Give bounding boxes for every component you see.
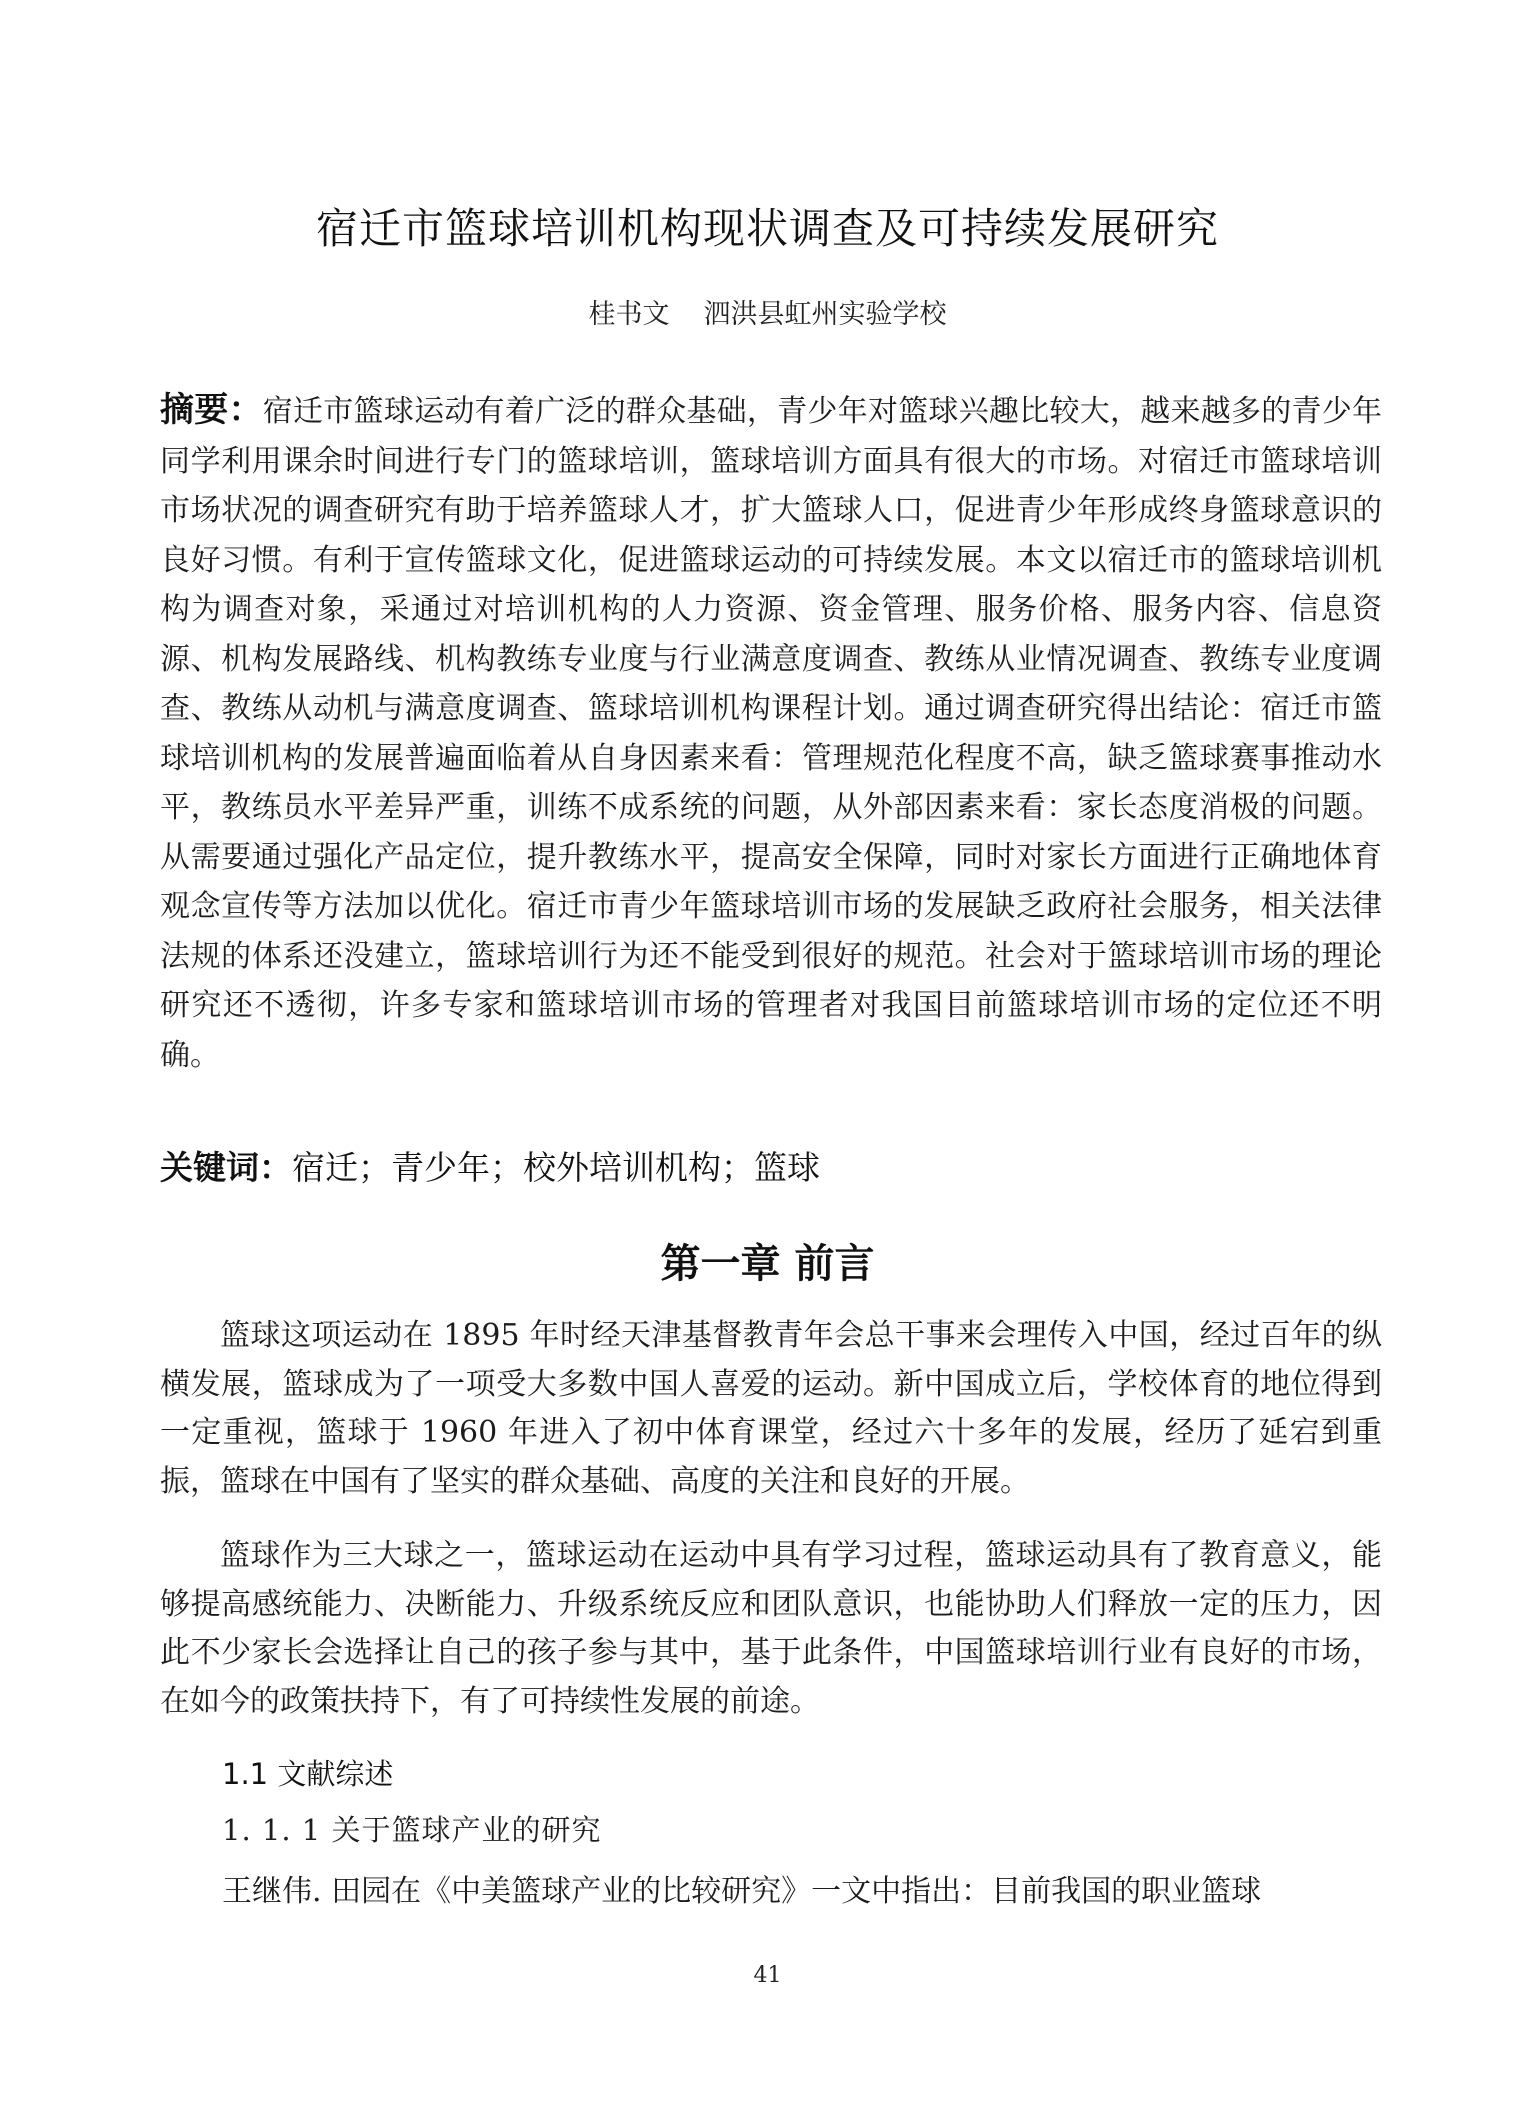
keywords-text: 宿迁；青少年；校外培训机构；篮球 [292, 1148, 820, 1187]
author-line [0, 292, 1535, 331]
author-name: 桂书文 [588, 299, 670, 330]
author-affiliation: 泗洪县虹州实验学校 [703, 299, 947, 330]
subsection-heading: 1. 1. 1 关于篮球产业的研究 [222, 1813, 602, 1847]
keywords-label: 关键词： [160, 1148, 292, 1187]
body-paragraph: 篮球这项运动在 1895 年时经天津基督教青年会总干事来会理传入中国，经过百年的纵横发展，篮球成为了一项受大多数中国人喜爱的运动。新中国成立后，学校体育的地位得到一定重视，篮球于 1960 年进入了初中体育课堂，经过六十多年的发展，经历了延宕到重振，篮球在中国有了坚实的群众基础、高度的关注和良好的开展。 [160, 1318, 1382, 1499]
chapter-heading: 第一章 前言 [660, 1241, 875, 1287]
body-paragraph: 篮球作为三大球之一，篮球运动在运动中具有学习过程，篮球运动具有了教育意义，能够提高感统能力、决断能力、升级系统反应和团队意识，也能协助人们释放一定的压力，因此不少家长会选择让自己的孩子参与其中，基于此条件，中国篮球培训行业有良好的市场，在如今的政策扶持下，有了可持续性发展的前途。 [160, 1538, 1382, 1719]
section-heading: 1.1 文献综述 [222, 1757, 394, 1791]
keywords [160, 1142, 820, 1189]
body-paragraph: 王继伟. 田园在《中美篮球产业的比较研究》一文中指出：目前我国的职业篮球 [222, 1874, 1262, 1909]
page-number: 41 [753, 1963, 782, 1988]
abstract-label: 摘要： [160, 390, 263, 430]
abstract [160, 386, 1382, 1080]
abstract-text: 宿迁市篮球运动有着广泛的群众基础，青少年对篮球兴趣比较大，越来越多的青少年同学利用课余时间进行专门的篮球培训，篮球培训方面具有很大的市场。对宿迁市篮球培训市场状况的调查研究有助于培养篮球人才，扩大篮球人口，促进青少年形成终身篮球意识的良好习惯。有利于宣传篮球文化，促进篮球运动的可持续发展。本文以宿迁市的篮球培训机构为调查对象，采通过对培训机构的人力资源、资金管理、服务价格、服务内容、信息资源、机构发展路线、机构教练专业度与行业满意度调查、教练从业情况调查、教练专业度调查、教练从动机与满意度调查、篮球培训机构课程计划。通过调查研究得出结论：宿迁市篮球培训机构的发展普遍面临着从自身因素来看：管理规范化程度不高，缺乏篮球赛事推动水平，教练员水平差异严重，训练不成系统的问题，从外部因素来看：家长态度消极的问题。从需要通过强化产品定位，提升教练水平，提高安全保障，同时对家长方面进行正确地体育观念宣传等方法加以优化。宿迁市青少年篮球培训市场的发展缺乏政府社会服务，相关法律法规的体系还没建立，篮球培训行为还不能受到很好的规范。社会对于篮球培训市场的理论研究还不透彻，许多专家和篮球培训市场的管理者对我国目前篮球培训市场的定位还不明确。 [160, 394, 1383, 1073]
paper-title: 宿迁市篮球培训机构现状调查及可持续发展研究 [315, 204, 1219, 253]
